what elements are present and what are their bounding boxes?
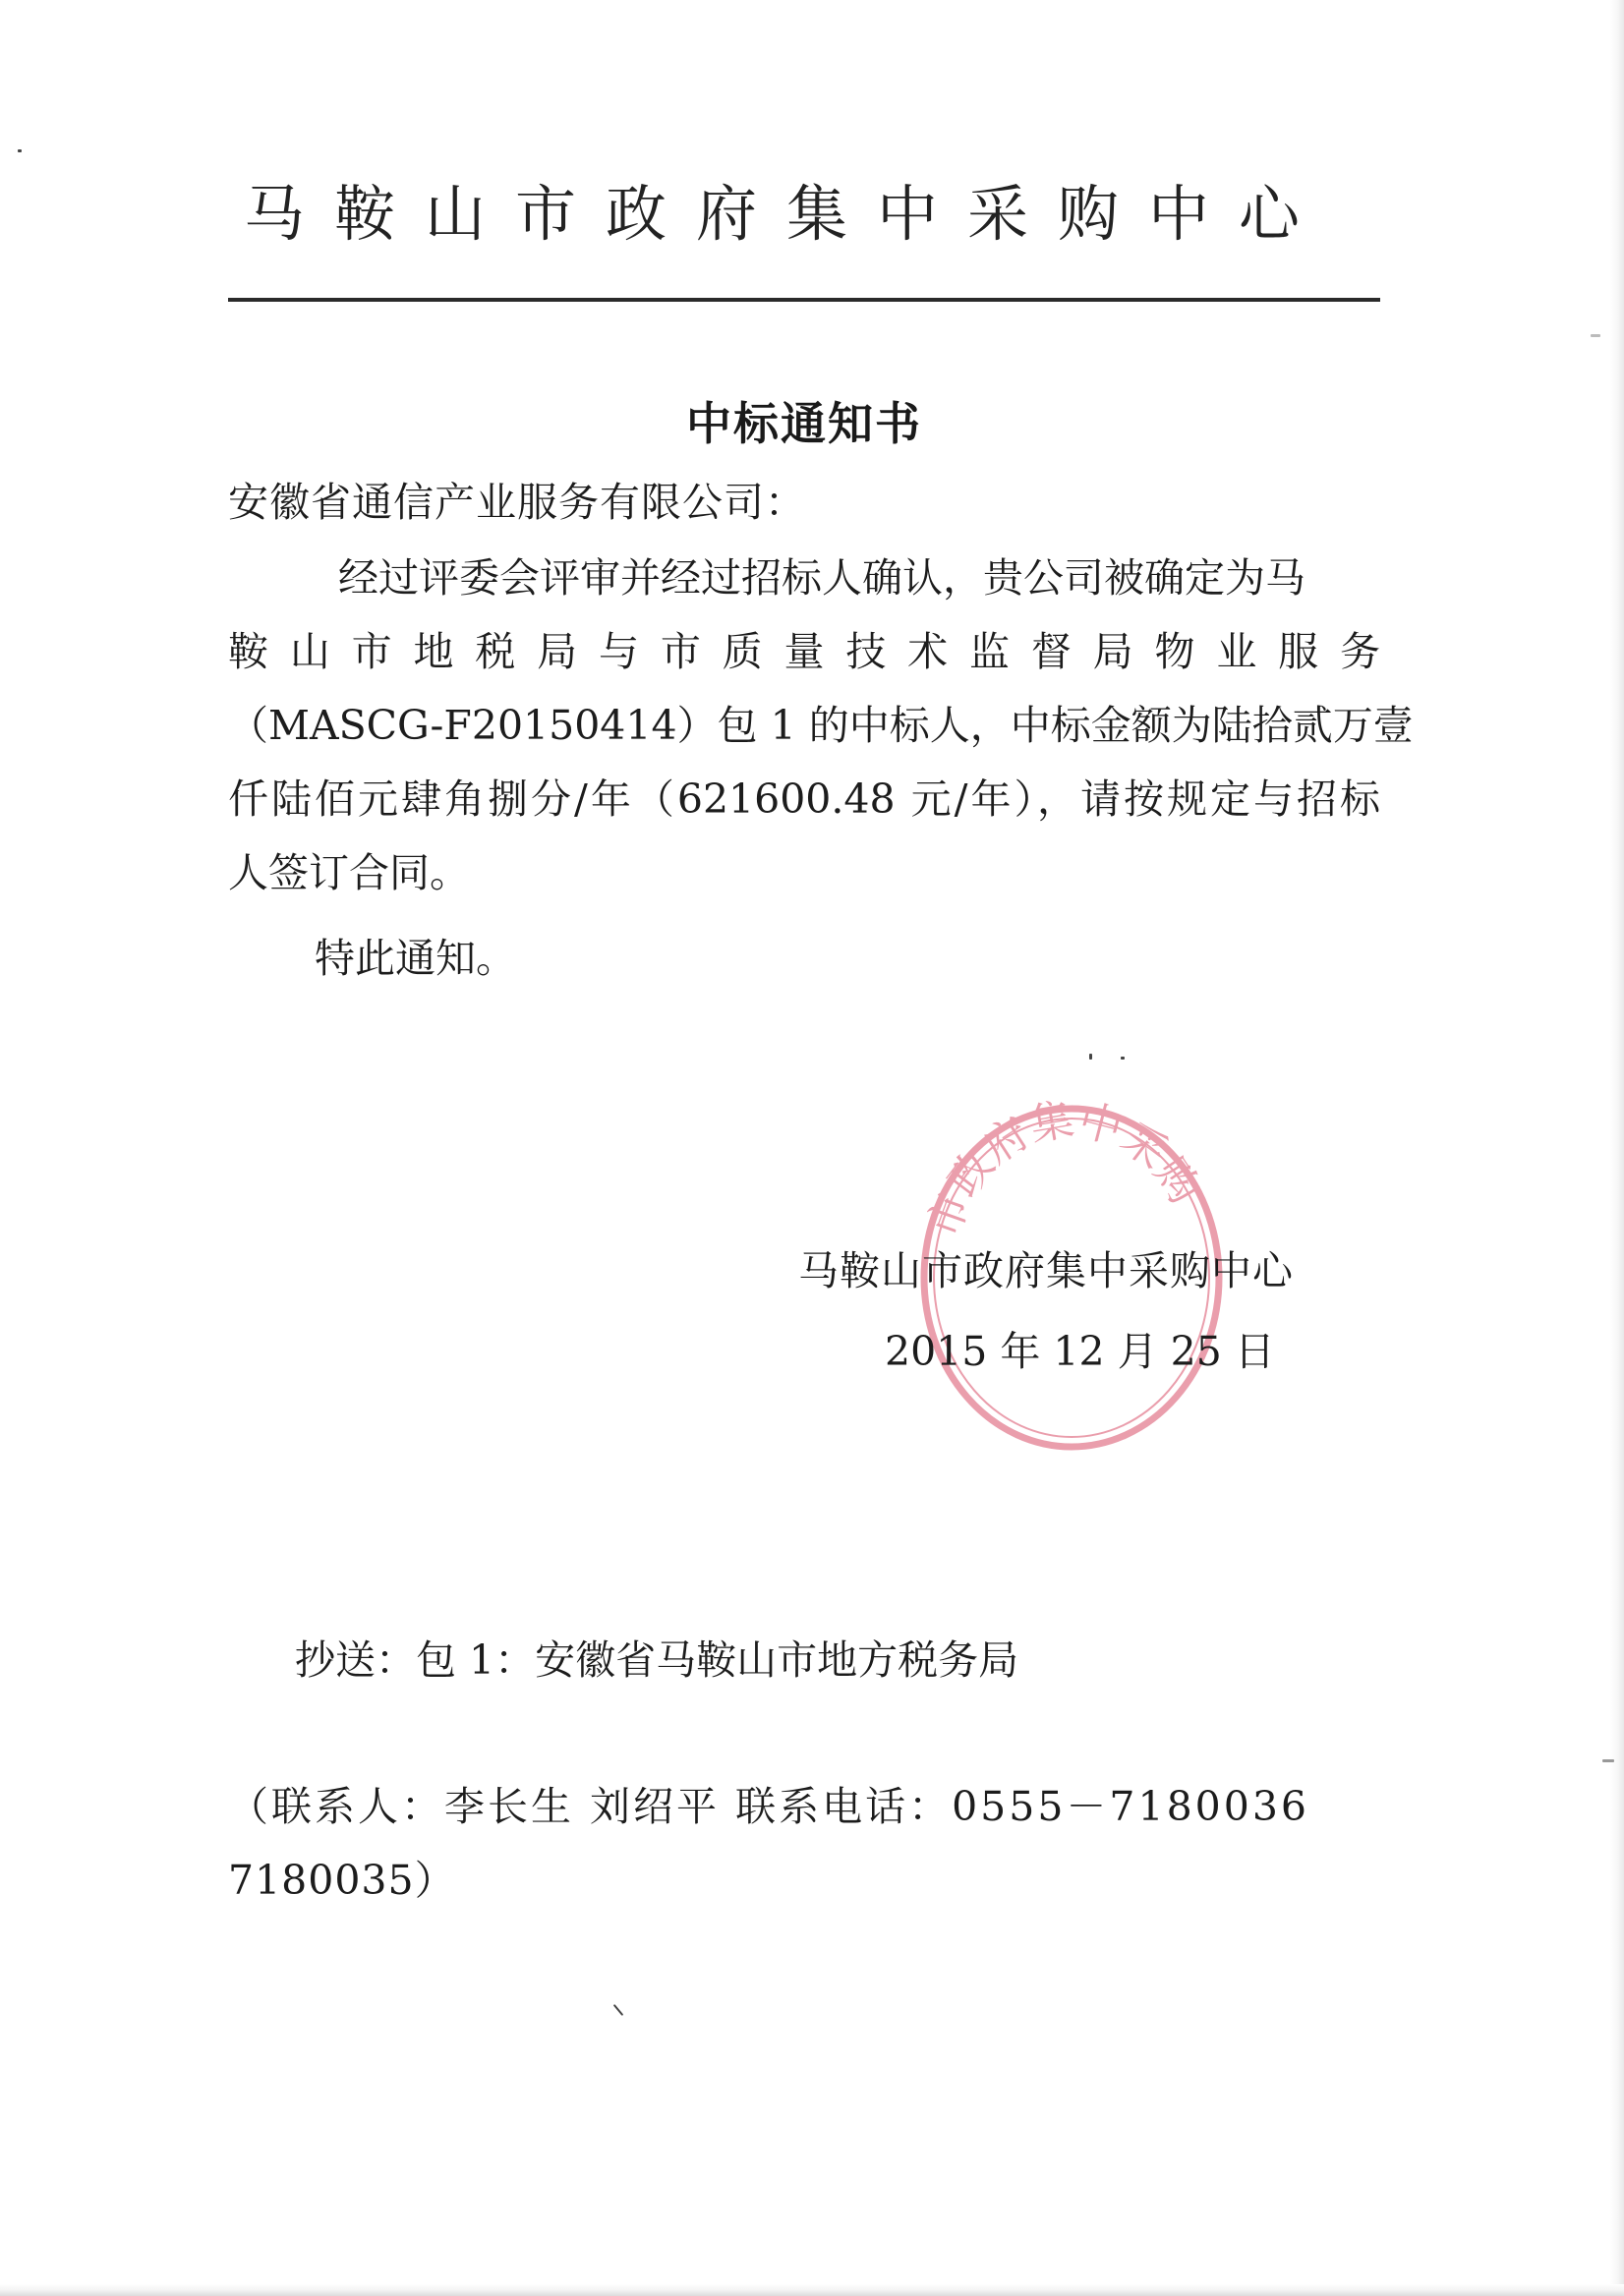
body-line: 仟陆佰元肆角捌分/年（621600.48 元/年），请按规定与招标 [228, 775, 1380, 823]
scan-speck [1089, 1054, 1092, 1060]
closing-line: 特此通知。 [315, 935, 516, 982]
body-line: 人签订合同。 [228, 849, 470, 896]
notice-body [228, 542, 1414, 910]
contact-line-continued: 7180035） [228, 1857, 456, 1904]
scan-speck [613, 2004, 624, 2016]
signature-organization: 马鞍山市政府集中采购中心 [798, 1247, 1294, 1294]
scan-edge-right [1610, 0, 1624, 2296]
scan-speck [18, 149, 22, 152]
body-line: 鞍 山 市 地 税 局 与 市 质 量 技 术 监 督 局 物 业 服 务 [228, 628, 1380, 675]
letterhead-rule [228, 298, 1380, 302]
notice-title: 中标通知书 [686, 397, 922, 450]
signature-date: 2015 年 12 月 25 日 [885, 1328, 1275, 1375]
scan-speck [1591, 334, 1600, 337]
cc-line: 抄送：包 1：安徽省马鞍山市地方税务局 [295, 1636, 1019, 1684]
body-line: （MASCG-F20150414）包 1 的中标人，中标金额为陆拾贰万壹 [228, 702, 1414, 749]
scan-speck [1121, 1057, 1125, 1060]
scan-edge-bottom [0, 2284, 1624, 2296]
contact-line: （联系人：李长生 刘绍平 联系电话：0555－7180036 [228, 1783, 1310, 1830]
svg-text:市政府集中采购: 市政府集中采购 [918, 1094, 1210, 1244]
body-line: 经过评委会评审并经过招标人确认，贵公司被确定为马 [338, 554, 1305, 602]
recipient-line: 安徽省通信产业服务有限公司： [228, 479, 806, 526]
letterhead-title: 马鞍山市政府集中采购中心 [244, 178, 1330, 250]
scan-speck [1602, 1759, 1614, 1762]
